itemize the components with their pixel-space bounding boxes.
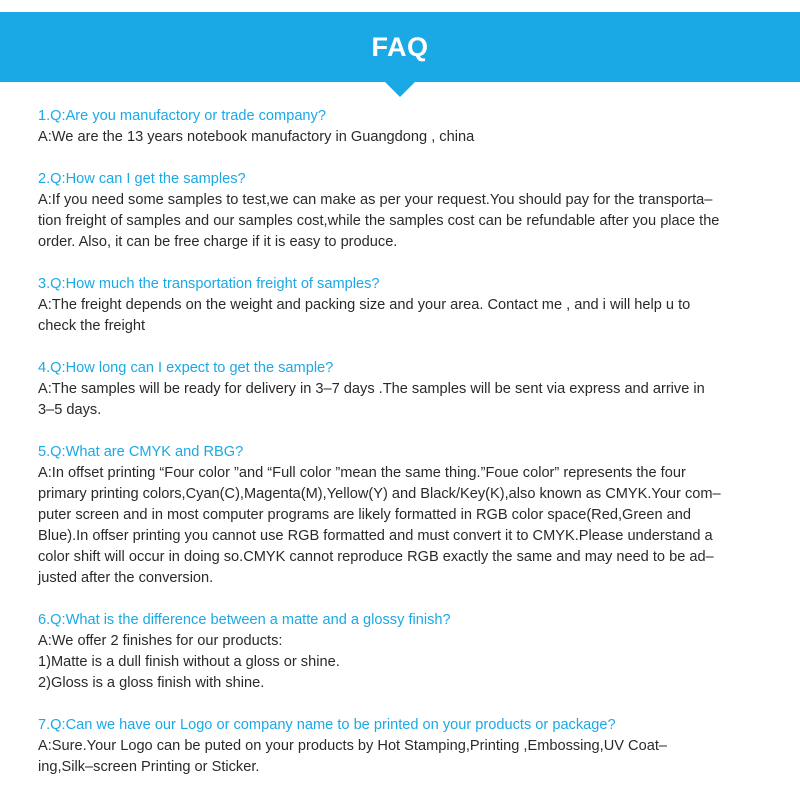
faq-answer-2-line-3: order. Also, it can be free charge if it is easy to produce. <box>38 234 398 250</box>
faq-item-1 <box>38 106 768 148</box>
faq-question-3: 3.Q:How much the transportation freight of samples? <box>38 276 380 292</box>
faq-question-2: 2.Q:How can I get the samples? <box>38 171 246 187</box>
faq-answer-6-line-1: A:We offer 2 finishes for our products: <box>38 633 283 649</box>
faq-answer-4-line-2: 3–5 days. <box>38 402 102 418</box>
faq-item-7 <box>38 715 768 778</box>
faq-question-6: 6.Q:What is the difference between a matte and a glossy finish? <box>38 612 451 628</box>
faq-answer-5-line-4: Blue).In offser printing you cannot use RGB formatted and must convert it to CMYK.Please understand a <box>38 528 713 544</box>
faq-list <box>38 106 768 799</box>
faq-answer-3-line-2: check the freight <box>38 318 146 334</box>
faq-answer-7 <box>38 736 768 778</box>
faq-answer-6-line-2: 1)Matte is a dull finish without a gloss or shine. <box>38 654 340 670</box>
faq-question-1: 1.Q:Are you manufactory or trade company? <box>38 108 326 124</box>
faq-answer-3 <box>38 295 768 337</box>
faq-answer-5-line-5: color shift will occur in doing so.CMYK cannot reproduce RGB exactly the same and may need to be ad– <box>38 549 714 565</box>
faq-item-6 <box>38 610 768 694</box>
faq-answer-6-line-3: 2)Gloss is a gloss finish with shine. <box>38 675 265 691</box>
faq-answer-6 <box>38 631 768 694</box>
faq-answer-1 <box>38 127 768 148</box>
faq-answer-5-line-6: justed after the conversion. <box>38 570 214 586</box>
faq-question-4: 4.Q:How long can I expect to get the sample? <box>38 360 334 376</box>
faq-answer-5-line-2: primary printing colors,Cyan(C),Magenta(M),Yellow(Y) and Black/Key(K),also known as CMYK.Your com– <box>38 486 721 502</box>
faq-item-5 <box>38 442 768 589</box>
faq-answer-2-line-2: tion freight of samples and our samples cost,while the samples cost can be refundable after you place the <box>38 213 720 229</box>
faq-answer-5-line-3: puter screen and in most computer programs are likely formatted in RGB color space(Red,Green and <box>38 507 691 523</box>
faq-answer-3-line-1: A:The freight depends on the weight and packing size and your area. Contact me , and i will help u to <box>38 297 691 313</box>
faq-answer-1-line-1: A:We are the 13 years notebook manufactory in Guangdong , china <box>38 129 475 145</box>
banner-pointer-arrow <box>383 80 417 97</box>
faq-item-3 <box>38 274 768 337</box>
faq-answer-7-line-2: ing,Silk–screen Printing or Sticker. <box>38 759 260 775</box>
faq-answer-5 <box>38 463 768 589</box>
faq-answer-4-line-1: A:The samples will be ready for delivery in 3–7 days .The samples will be sent via express and arrive in <box>38 381 705 397</box>
faq-answer-5-line-1: A:In offset printing “Four color ”and “Full color ”mean the same thing.”Foue color” represents the four <box>38 465 686 481</box>
faq-item-2 <box>38 169 768 253</box>
faq-answer-7-line-1: A:Sure.Your Logo can be puted on your products by Hot Stamping,Printing ,Embossing,UV Coat– <box>38 738 667 754</box>
faq-item-4 <box>38 358 768 421</box>
faq-answer-4 <box>38 379 768 421</box>
page-title: FAQ <box>371 32 429 62</box>
faq-question-7: 7.Q:Can we have our Logo or company name to be printed on your products or package? <box>38 717 616 733</box>
faq-answer-2-line-1: A:If you need some samples to test,we can make as per your request.You should pay for the transporta– <box>38 192 713 208</box>
faq-answer-2 <box>38 190 768 253</box>
faq-question-5: 5.Q:What are CMYK and RBG? <box>38 444 244 460</box>
